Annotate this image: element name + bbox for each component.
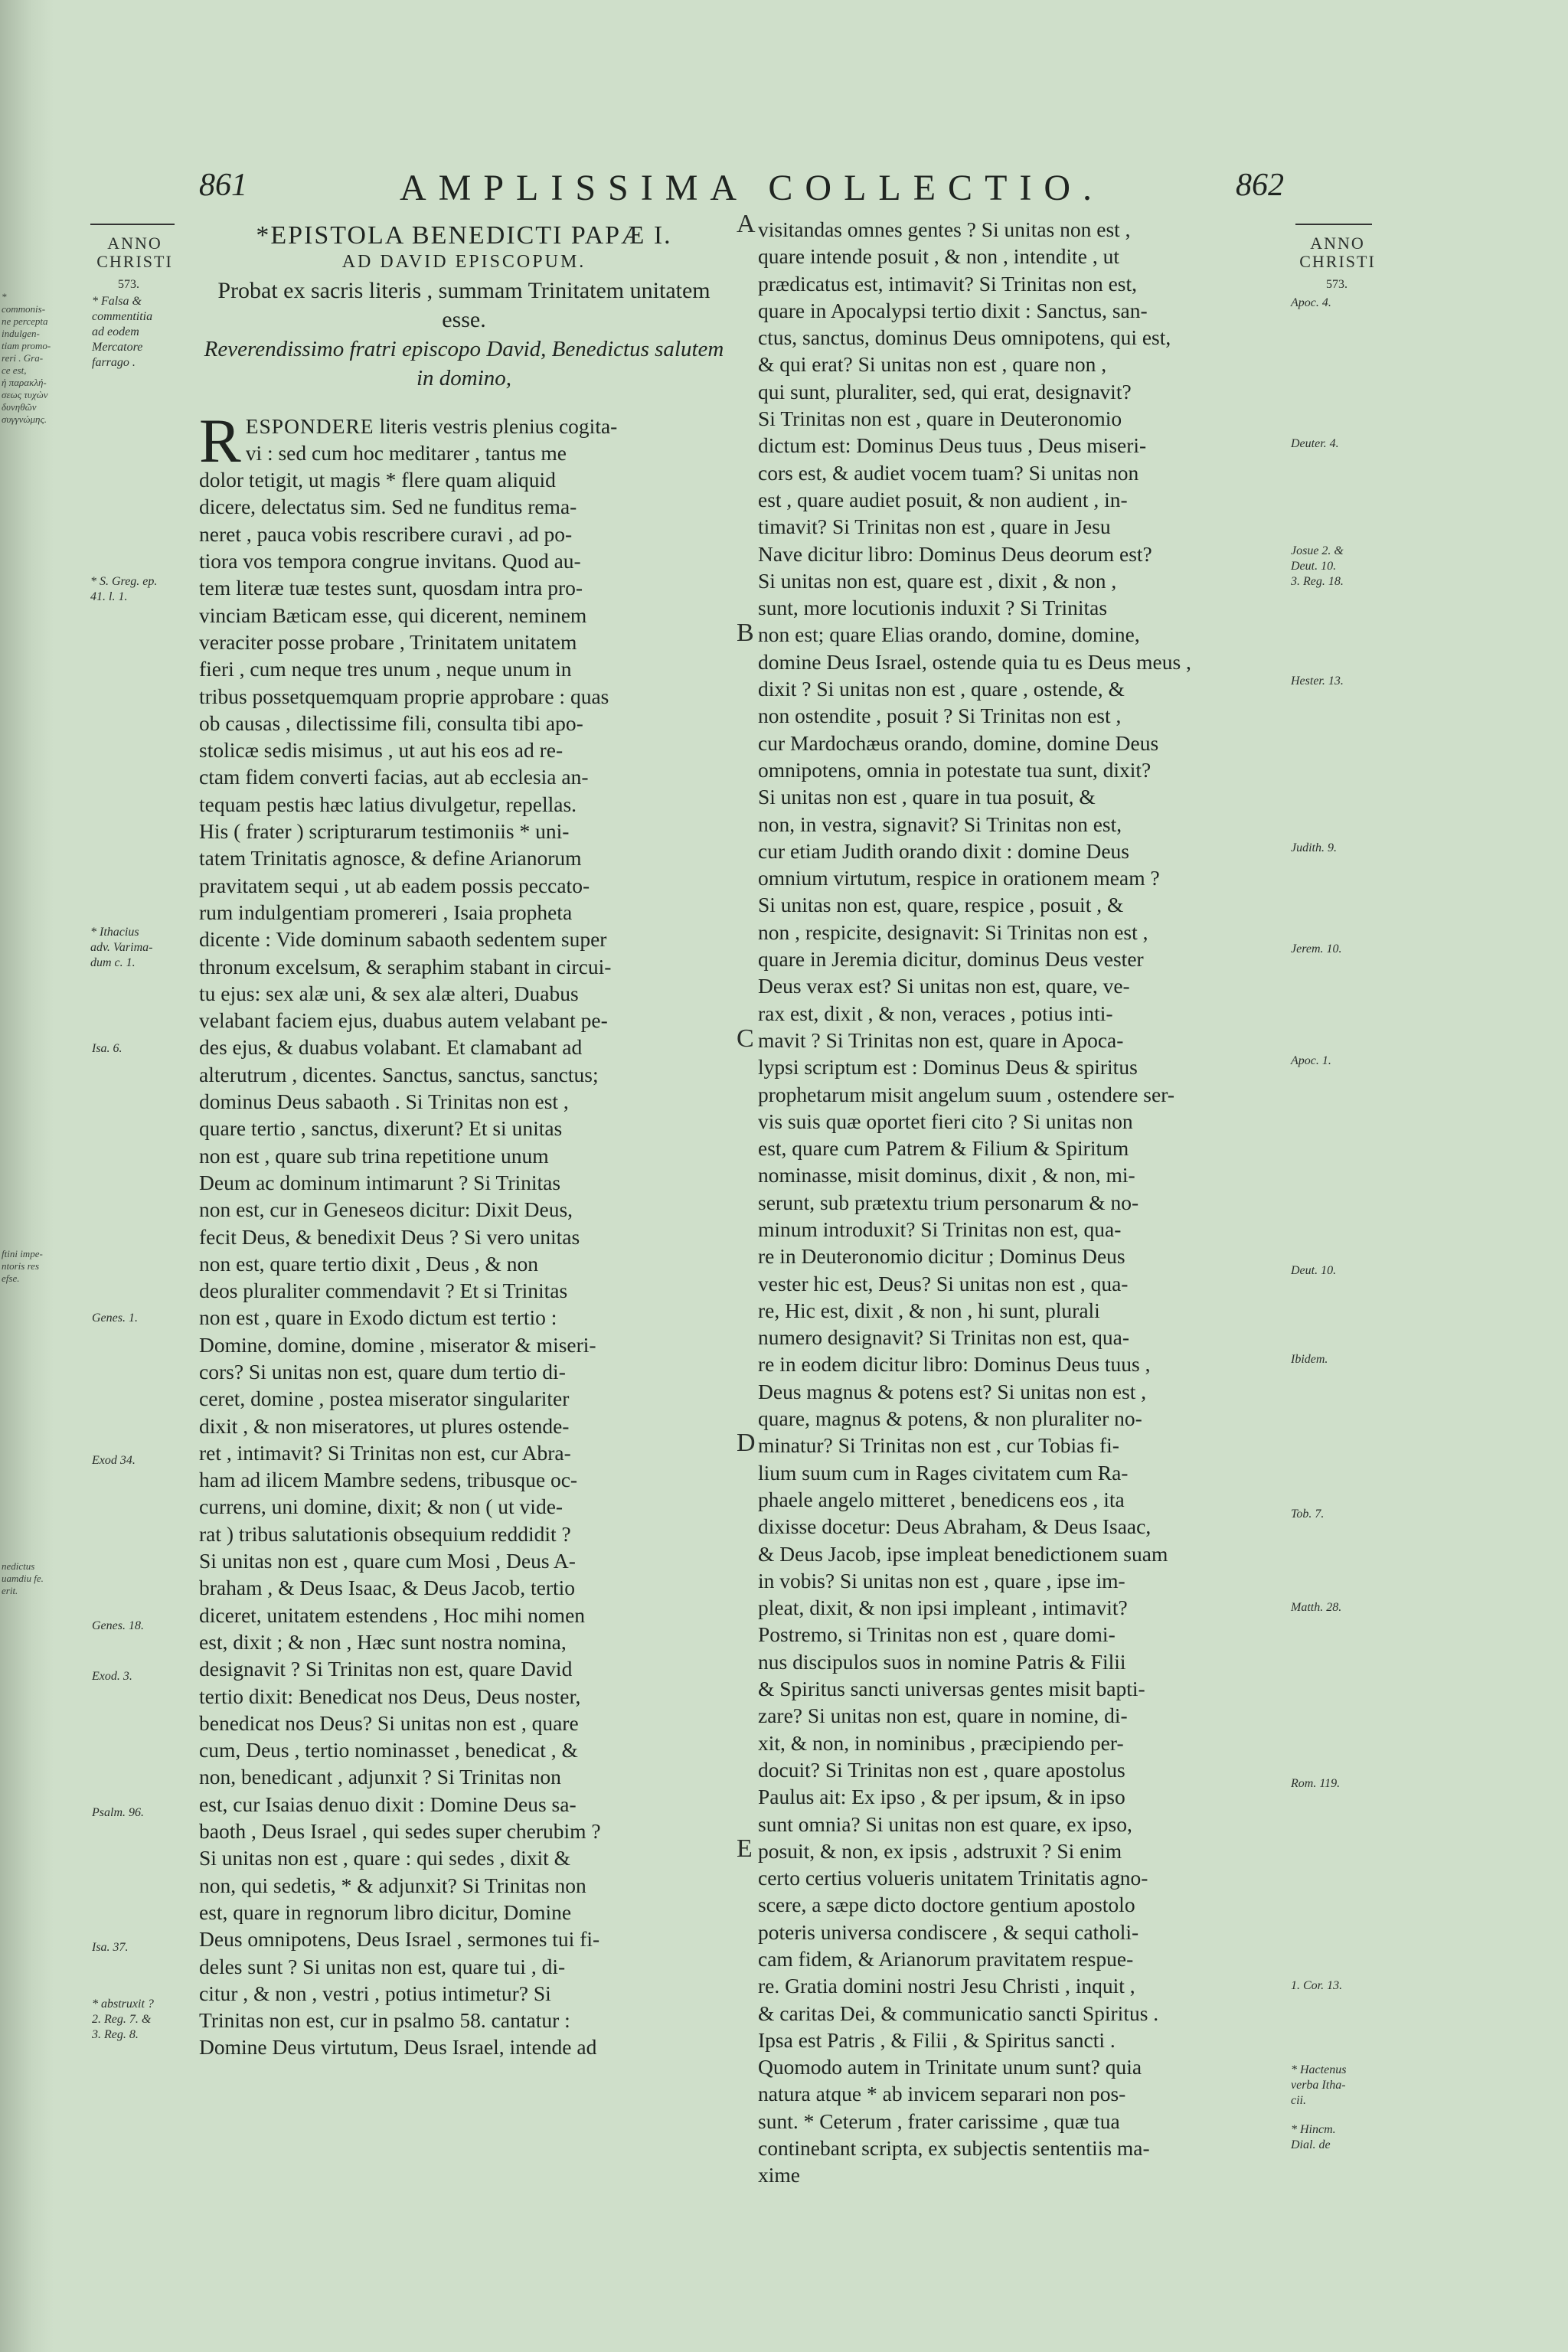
text-line: benedicat nos Deus? Si unitas non est , quare	[199, 1710, 579, 1735]
text-line: lypsi scriptum est : Dominus Deus & spiritus	[758, 1055, 1138, 1080]
text-line: braham , & Deus Isaac, & Deus Jacob, tertio	[199, 1576, 576, 1600]
text-line: visitandas omnes gentes ? Si unitas non est ,	[758, 217, 1131, 241]
text-line: nus discipulos suos in nomine Patris & Filii	[758, 1649, 1126, 1674]
running-header	[70, 167, 1556, 213]
text-line: prædicatus est, intimavit? Si Trinitas non est,	[758, 271, 1137, 296]
text-line: Deum ac dominum intimarunt ? Si Trinitas	[199, 1170, 561, 1194]
left-body-text	[199, 405, 729, 2061]
text-line: dicente : Vide dominum sabaoth sedentem super	[199, 927, 607, 952]
margin-note: Genes. 1.	[92, 1312, 138, 1325]
text-line: tu ejus: sex alæ uni, & sex alæ alteri, Duabus	[199, 981, 579, 1005]
margin-note: Exod. 3.	[92, 1670, 132, 1683]
text-line: non est, quare tertio dixit , Deus , & non	[199, 1251, 538, 1276]
text-line: Si unitas non est , quare : qui sedes , dixit &	[199, 1846, 571, 1870]
text-line: Ipsa est Patris , & Filii , & Spiritus sancti .	[758, 2027, 1116, 2052]
epistle-summary: Probat ex sacris literis , summam Trinitatem unitatem esse.	[217, 277, 710, 332]
anno-year: 573.	[1326, 278, 1348, 291]
text-line: numero designavit? Si Trinitas non est, qua-	[758, 1325, 1130, 1350]
text-line: ctam fidem converti facias, aut ab ecclesia an-	[199, 765, 589, 789]
text-line: dicere, delectatus sim. Sed ne funditus rema-	[199, 495, 577, 519]
text-line: lium suum cum in Rages civitatem cum Ra-	[758, 1460, 1129, 1485]
margin-note: Isa. 6.	[92, 1042, 122, 1055]
text-line: Si unitas non est , quare cum Mosi , Deus A-	[199, 1549, 576, 1573]
text-line: sunt, more locutionis induxit ? Si Trinitas	[758, 596, 1108, 620]
text-line: in vobis? Si unitas non est , quare , ipse im-	[758, 1568, 1125, 1592]
text-line: minum introduxit? Si Trinitas non est, qua-	[758, 1217, 1122, 1241]
left-text-column	[199, 222, 729, 2061]
gutter-note: nedictus uamdiu fe. erit.	[2, 1560, 44, 1596]
text-line: cors est, & audiet vocem tuam? Si unitas non	[758, 460, 1139, 485]
text-line: non est; quare Elias orando, domine, domine,	[758, 622, 1140, 647]
text-line: His ( frater ) scripturarum testimoniis * uni-	[199, 819, 570, 844]
text-line: dominus Deus sabaoth . Si Trinitas non est ,	[199, 1089, 569, 1114]
text-line: mavit ? Si Trinitas non est, quare in Apoca-	[758, 1027, 1124, 1052]
drop-cap: R	[199, 405, 241, 475]
text-line: quare in Jeremia dicitur, dominus Deus vester	[758, 947, 1144, 972]
text-line: re. Gratia domini nostri Jesu Christi , inquit ,	[758, 1974, 1135, 1998]
text-line: citur , & non , vestri , potius intimetur? Si	[199, 1981, 551, 2005]
text-line: baoth , Deus Israel , qui sedes super cherubim ?	[199, 1819, 601, 1844]
text-line: quare, magnus & potens, & non pluraliter no-	[758, 1406, 1142, 1431]
header-rule-right	[1295, 224, 1372, 225]
text-line: xime	[758, 2163, 800, 2187]
text-line: Postremo, si Trinitas non est , quare domi-	[758, 1622, 1116, 1647]
margin-note: Jerem. 10.	[1291, 942, 1342, 956]
text-line: quare intende posuit , & non , intendite , ut	[758, 244, 1119, 269]
text-line: dolor tetigit, ut magis * flere quam aliquid	[199, 468, 556, 492]
text-line: velabant faciem ejus, duabus autem velabant pe-	[199, 1008, 608, 1033]
margin-note: Matth. 28.	[1291, 1601, 1342, 1614]
margin-note: Exod 34.	[92, 1454, 136, 1467]
text-line: omnipotens, omnia in potestate tua sunt, dixit?	[758, 757, 1152, 782]
text-line: deles sunt ? Si unitas non est, quare tui , di-	[199, 1954, 566, 1978]
text-line: dixit ? Si unitas non est , quare , ostende, &	[758, 677, 1125, 701]
text-line: Si unitas non est, quare est , dixit , & non ,	[758, 568, 1117, 593]
text-line: qui sunt, pluraliter, sed, qui erat, designavit?	[758, 379, 1132, 403]
text-line: vi : sed cum hoc meditarer , tantus me	[245, 440, 567, 465]
margin-note: * Hactenus verba Itha- cii.	[1291, 2063, 1347, 2107]
text-line: quare tertio , sanctus, dixerunt? Et si unitas	[199, 1116, 563, 1141]
text-line: Deus verax est? Si unitas non est, quare, ve-	[758, 974, 1130, 998]
text-line: Trinitas non est, cur in psalmo 58. cantatur :	[199, 2008, 570, 2033]
text-line: tertio dixit: Benedicat nos Deus, Deus noster,	[199, 1684, 581, 1708]
text-line: cam fidem, & Arianorum pravitatem respue-	[758, 1947, 1134, 1971]
text-line: cors? Si unitas non est, quare dum tertio di-	[199, 1359, 566, 1383]
text-line: xit, & non, in nominibus , præcipiendo per-	[758, 1730, 1124, 1755]
text-line: prophetarum misit angelum suum , ostendere ser-	[758, 1082, 1174, 1106]
text-line: designavit ? Si Trinitas non est, quare David	[199, 1657, 573, 1681]
text-line: domine Deus Israel, ostende quia tu es Deus meus ,	[758, 649, 1191, 674]
text-line: des ejus, & duabus volabant. Et clamabant ad	[199, 1035, 583, 1060]
section-letter: B	[737, 619, 754, 647]
book-page	[70, 0, 1556, 2352]
epistle-title: *EPISTOLA BENEDICTI PAPÆ I.	[256, 221, 672, 250]
right-text-column	[758, 216, 1288, 2189]
text-line: Quomodo autem in Trinitate unum sunt? quia	[758, 2055, 1142, 2079]
text-line: non est, cur in Geneseos dicitur: Dixit Deus,	[199, 1197, 573, 1222]
text-line: timavit? Si Trinitas non est , quare in Jesu	[758, 514, 1111, 539]
text-line: fieri , cum neque tres unum , neque unum in	[199, 657, 572, 681]
text-line: veraciter posse probare , Trinitatem unitatem	[199, 629, 577, 654]
text-line: non est , quare sub trina repetitione unum	[199, 1143, 549, 1168]
text-line: rat ) tribus salutationis obsequium reddidit ?	[199, 1521, 571, 1546]
text-line: phaele angelo mitteret , benedicens eos , ita	[758, 1487, 1125, 1511]
text-line: tatem Trinitatis agnosce, & define Arianorum	[199, 846, 582, 871]
text-line: minatur? Si Trinitas non est , cur Tobias fi-	[758, 1433, 1119, 1458]
text-line: Domine, domine, domine , miserator & miseri-	[199, 1332, 596, 1357]
text-line: ceret, domine , postea miserator singulariter	[199, 1387, 570, 1411]
gutter-note: * commonis- ne percepta indulgen- tiam promo- reri . Gra- ce est, ἡ παρακλή- σεως τυχὼν δυνηθῶν συγγνώμης.	[2, 291, 51, 425]
text-line: Nave dicitur libro: Dominus Deus deorum est?	[758, 541, 1152, 566]
text-line: tem literæ tuæ testes sunt, quosdam intra pro-	[199, 576, 583, 600]
text-line: non, benedicant , adjunxit ? Si Trinitas non	[199, 1765, 561, 1789]
text-line: scere, a sæpe dicto doctore gentium apostolo	[758, 1893, 1135, 1917]
text-line: Si unitas non est , quare in tua posuit, &	[758, 785, 1096, 809]
text-line: ham ad ilicem Mambre sedens, tribusque oc-	[199, 1468, 578, 1492]
text-line: est, dixit ; & non , Hæc sunt nostra nomina,	[199, 1629, 567, 1654]
text-line: re in Deuteronomio dicitur ; Dominus Deus	[758, 1244, 1125, 1269]
salutation: Reverendissimo fratri episcopo David, Benedictus salutem in domino,	[204, 336, 724, 390]
text-line: pleat, dixit, & non ipsi impleant , intimavit?	[758, 1596, 1128, 1620]
running-title: AMPLISSIMA COLLECTIO.	[400, 168, 1105, 208]
text-line: Si Trinitas non est , quare in Deuteronomio	[758, 407, 1122, 431]
section-letter: A	[737, 210, 756, 238]
text-line: rax est, dixit , & non, veraces , potius inti-	[758, 1001, 1113, 1025]
text-line: tequam pestis hæc latius divulgetur, repellas.	[199, 792, 577, 816]
binding-gutter	[0, 0, 54, 2352]
text-line: non , respicite, designavit: Si Trinitas non est ,	[758, 920, 1148, 944]
margin-note: Isa. 37.	[92, 1941, 129, 1954]
text-line: vis suis quæ oportet fieri cito ? Si unitas non	[758, 1109, 1133, 1133]
margin-note: Josue 2. & Deut. 10. 3. Reg. 18.	[1291, 544, 1344, 588]
text-line: fecit Deus, & benedixit Deus ? Si vero unitas	[199, 1224, 580, 1249]
text-line: natura atque * ab invicem separari non pos-	[758, 2082, 1126, 2106]
text-line: zare? Si unitas non est, quare in nomine, di-	[758, 1704, 1128, 1728]
margin-note: Apoc. 1.	[1291, 1054, 1331, 1067]
anno-year: 573.	[118, 278, 139, 291]
section-letter: E	[737, 1834, 753, 1863]
anno-christi-label: ANNO CHRISTI	[96, 234, 173, 271]
text-line: dixit , & non miseratores, ut plures ostende-	[199, 1413, 570, 1438]
margin-note: * Falsa & commentitia ad eodem Mercatore farrago .	[92, 295, 153, 369]
text-line: dictum est: Dominus Deus tuus , Deus miseri-	[758, 433, 1147, 458]
text-line: & Spiritus sancti universas gentes misit bapti-	[758, 1677, 1145, 1701]
epistle-address: AD DAVID EPISCOPUM.	[341, 252, 586, 273]
text-line: pravitatem sequi , ut ab eadem possis peccato-	[199, 873, 590, 897]
margin-note: Deut. 10.	[1291, 1264, 1337, 1277]
text-line: Si unitas non est, quare, respice , posuit , &	[758, 893, 1124, 917]
text-line: omnium virtutum, respice in orationem meam ?	[758, 866, 1160, 890]
text-line: poteris universa condiscere , & sequi catholi-	[758, 1919, 1139, 1944]
margin-note: * abstruxit ? 2. Reg. 7. & 3. Reg. 8.	[92, 1998, 154, 2041]
text-line: tiora vos tempora congrue invitans. Quod au-	[199, 549, 581, 573]
text-line: Deus magnus & potens est? Si unitas non est ,	[758, 1379, 1147, 1403]
text-line: vester hic est, Deus? Si unitas non est , qua-	[758, 1271, 1129, 1295]
text-line: re, Hic est, dixit , & non , hi sunt, plurali	[758, 1298, 1100, 1322]
text-line: non ostendite , posuit ? Si Trinitas non est ,	[758, 704, 1122, 728]
margin-note: * Ithacius adv. Varima- dum c. 1.	[90, 926, 153, 969]
margin-note: Judith. 9.	[1291, 841, 1337, 854]
text-line: nominasse, misit dominus, dixit , & non, mi-	[758, 1163, 1135, 1187]
text-line: rum indulgentiam promereri , Isaia propheta	[199, 900, 573, 924]
text-line: est, quare cum Patrem & Filium & Spiritum	[758, 1136, 1129, 1161]
text-line: diceret, unitatem estendens , Hoc mihi nomen	[199, 1602, 586, 1627]
text-line: & caritas Dei, & communicatio sancti Spiritus .	[758, 2001, 1159, 2025]
margin-note: Hester. 13.	[1291, 675, 1344, 688]
text-line: Domine Deus virtutum, Deus Israel, intende ad	[199, 2035, 597, 2060]
text-line: thronum excelsum, & seraphim stabant in circui-	[199, 954, 612, 978]
gutter-note: ftini impe- ntoris res efse.	[2, 1248, 43, 1284]
header-rule-left	[90, 224, 175, 225]
text-line: & qui erat? Si unitas non est , quare non ,	[758, 352, 1107, 377]
text-line: re in eodem dicitur libro: Dominus Deus tuus ,	[758, 1352, 1151, 1377]
margin-note: Ibidem.	[1291, 1353, 1328, 1366]
text-line: non, qui sedetis, * & adjunxit? Si Trinitas non	[199, 1873, 586, 1897]
text-line: neret , pauca vobis rescribere curavi , ad po-	[199, 521, 573, 546]
text-line: quare in Apocalypsi tertio dixit : Sanctus, san-	[758, 298, 1148, 322]
text-line: non est , quare in Exodo dictum est tertio :	[199, 1305, 557, 1330]
text-line: Deus omnipotens, Deus Israel , sermones tui fi-	[199, 1927, 600, 1952]
section-letter: D	[737, 1429, 756, 1457]
margin-note: Psalm. 96.	[92, 1806, 144, 1819]
margin-note: Genes. 18.	[92, 1619, 144, 1632]
margin-note: Tob. 7.	[1291, 1508, 1325, 1521]
first-word: ESPONDERE	[245, 413, 374, 438]
text-line: sunt omnia? Si unitas non est quare, ex ipso,	[758, 1811, 1132, 1836]
text-line: posuit, & non, ex ipsis , adstruxit ? Si enim	[758, 1838, 1122, 1863]
margin-note: * S. Greg. ep. 41. l. 1.	[90, 575, 158, 603]
text-line: certo certius volueris unitatem Trinitatis agno-	[758, 1866, 1148, 1890]
text-line: literis vestris plenius cogita-	[379, 413, 618, 438]
anno-christi-label: ANNO CHRISTI	[1299, 234, 1376, 271]
text-line: Paulus ait: Ex ipso , & per ipsum, & in ipso	[758, 1785, 1125, 1809]
text-line: est, cur Isaias denuo dixit : Domine Deus sa-	[199, 1792, 577, 1816]
text-line: sunt. * Ceterum , frater carissime , quæ tua	[758, 2109, 1120, 2133]
text-line: cur etiam Judith orando dixit : domine Deus	[758, 838, 1129, 863]
text-line: tribus possetquemquam proprie approbare : quas	[199, 684, 609, 708]
text-line: continebant scripta, ex subjectis sententiis ma-	[758, 2136, 1150, 2161]
margin-note: * Hincm. Dial. de	[1291, 2123, 1336, 2151]
margin-note: Deuter. 4.	[1291, 437, 1339, 450]
text-line: cum, Deus , tertio nominasset , benedicat , &	[199, 1738, 578, 1762]
text-line: ctus, sanctus, dominus Deus omnipotens, qui est,	[758, 325, 1171, 350]
text-line: est , quare audiet posuit, & non audient , in-	[758, 487, 1128, 511]
section-letter: C	[737, 1024, 754, 1053]
text-line: vinciam Bæticam esse, qui dicerent, neminem	[199, 603, 587, 627]
text-line: alterutrum , dicentes. Sanctus, sanctus, sanctus;	[199, 1062, 599, 1086]
text-line: non, in vestra, signavit? Si Trinitas non est,	[758, 812, 1122, 836]
margin-note: 1. Cor. 13.	[1291, 1979, 1343, 1992]
text-line: stolicæ sedis misimus , ut aut his eos ad re-	[199, 738, 564, 763]
text-line: dixisse docetur: Deus Abraham, & Deus Isaac,	[758, 1514, 1152, 1539]
text-line: serunt, sub prætextu trium personarum & no-	[758, 1190, 1139, 1214]
right-page-number: 862	[1236, 168, 1284, 203]
text-line: deos pluraliter commendavit ? Et si Trinitas	[199, 1279, 568, 1303]
margin-note: Rom. 119.	[1291, 1777, 1341, 1790]
text-line: cur Mardochæus orando, domine, domine Deus	[758, 730, 1159, 755]
text-line: & Deus Jacob, ipse impleat benedictionem suam	[758, 1541, 1168, 1566]
margin-note: Apoc. 4.	[1291, 296, 1331, 309]
text-line: currens, uni domine, dixit; & non ( ut vide-	[199, 1494, 564, 1519]
text-line: ret , intimavit? Si Trinitas non est, cur Abra-	[199, 1440, 571, 1465]
text-line: docuit? Si Trinitas non est , quare apostolus	[758, 1757, 1125, 1782]
left-page-number: 861	[199, 168, 247, 203]
text-line: est, quare in regnorum libro dicitur, Domine	[199, 1900, 572, 1924]
text-line: ob causas , dilectissime fili, consulta tibi apo-	[199, 710, 583, 735]
